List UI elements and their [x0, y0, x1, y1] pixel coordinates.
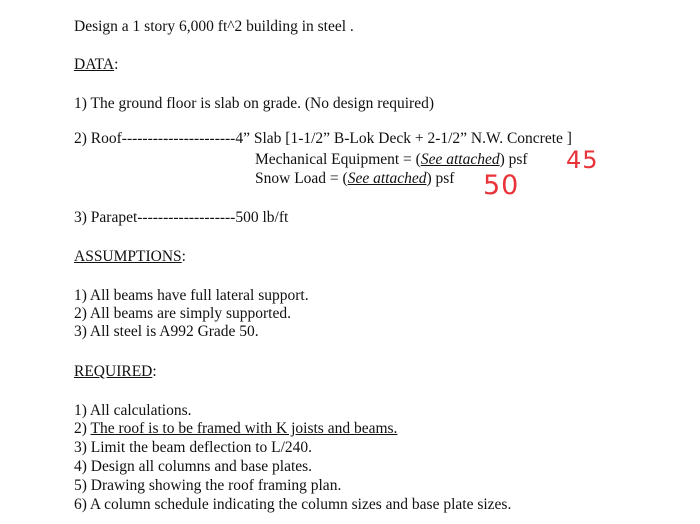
required-item-2-text: The roof is to be framed with K joists and beams.	[90, 420, 398, 437]
assumptions-heading-text: ASSUMPTIONS	[74, 248, 182, 265]
data-item-1: 1) The ground floor is slab on grade. (No design required)	[74, 95, 434, 112]
snow-load-line	[255, 170, 454, 188]
required-heading-text: REQUIRED	[74, 363, 153, 380]
mech-prefix: Mechanical Equipment = (	[255, 151, 421, 168]
snow-suffix: ) psf	[426, 170, 455, 187]
data-heading-text: DATA	[74, 56, 115, 73]
data-item-2-roof: 2) Roof----------------------4” Slab [1-1/2” B-Lok Deck + 2-1/2” N.W. Concrete ]	[74, 130, 572, 147]
mech-see-attached-link[interactable]: See attached	[420, 151, 500, 168]
document-title: Design a 1 story 6,000 ft^2 building in steel .	[74, 18, 354, 35]
snow-see-attached-link[interactable]: See attached	[347, 170, 427, 187]
assumptions-heading	[74, 248, 186, 266]
required-heading	[74, 363, 157, 381]
handwritten-mechanical-value: 45	[566, 146, 599, 174]
required-item-2-number: 2)	[74, 420, 91, 437]
mechanical-equipment-line	[255, 151, 528, 169]
mech-suffix: ) psf	[499, 151, 528, 168]
required-item-1: 1) All calculations.	[74, 402, 192, 419]
data-heading	[74, 56, 118, 74]
required-item-2	[74, 420, 397, 438]
data-item-3-parapet: 3) Parapet-------------------500 lb/ft	[74, 209, 289, 226]
assumption-item-1: 1) All beams have full lateral support.	[74, 287, 309, 304]
required-item-3: 3) Limit the beam deflection to L/240.	[74, 439, 313, 456]
required-heading-colon: :	[152, 363, 157, 380]
assumption-item-2: 2) All beams are simply supported.	[74, 305, 291, 322]
handwritten-snow-value: 50	[483, 170, 520, 201]
data-heading-colon: :	[114, 56, 119, 73]
required-item-6: 6) A column schedule indicating the column sizes and base plate sizes.	[74, 496, 512, 513]
required-item-4: 4) Design all columns and base plates.	[74, 458, 313, 475]
required-item-5: 5) Drawing showing the roof framing plan.	[74, 477, 342, 494]
snow-prefix: Snow Load = (	[255, 170, 348, 187]
assumptions-heading-colon: :	[181, 248, 186, 265]
assumption-item-3: 3) All steel is A992 Grade 50.	[74, 323, 259, 340]
